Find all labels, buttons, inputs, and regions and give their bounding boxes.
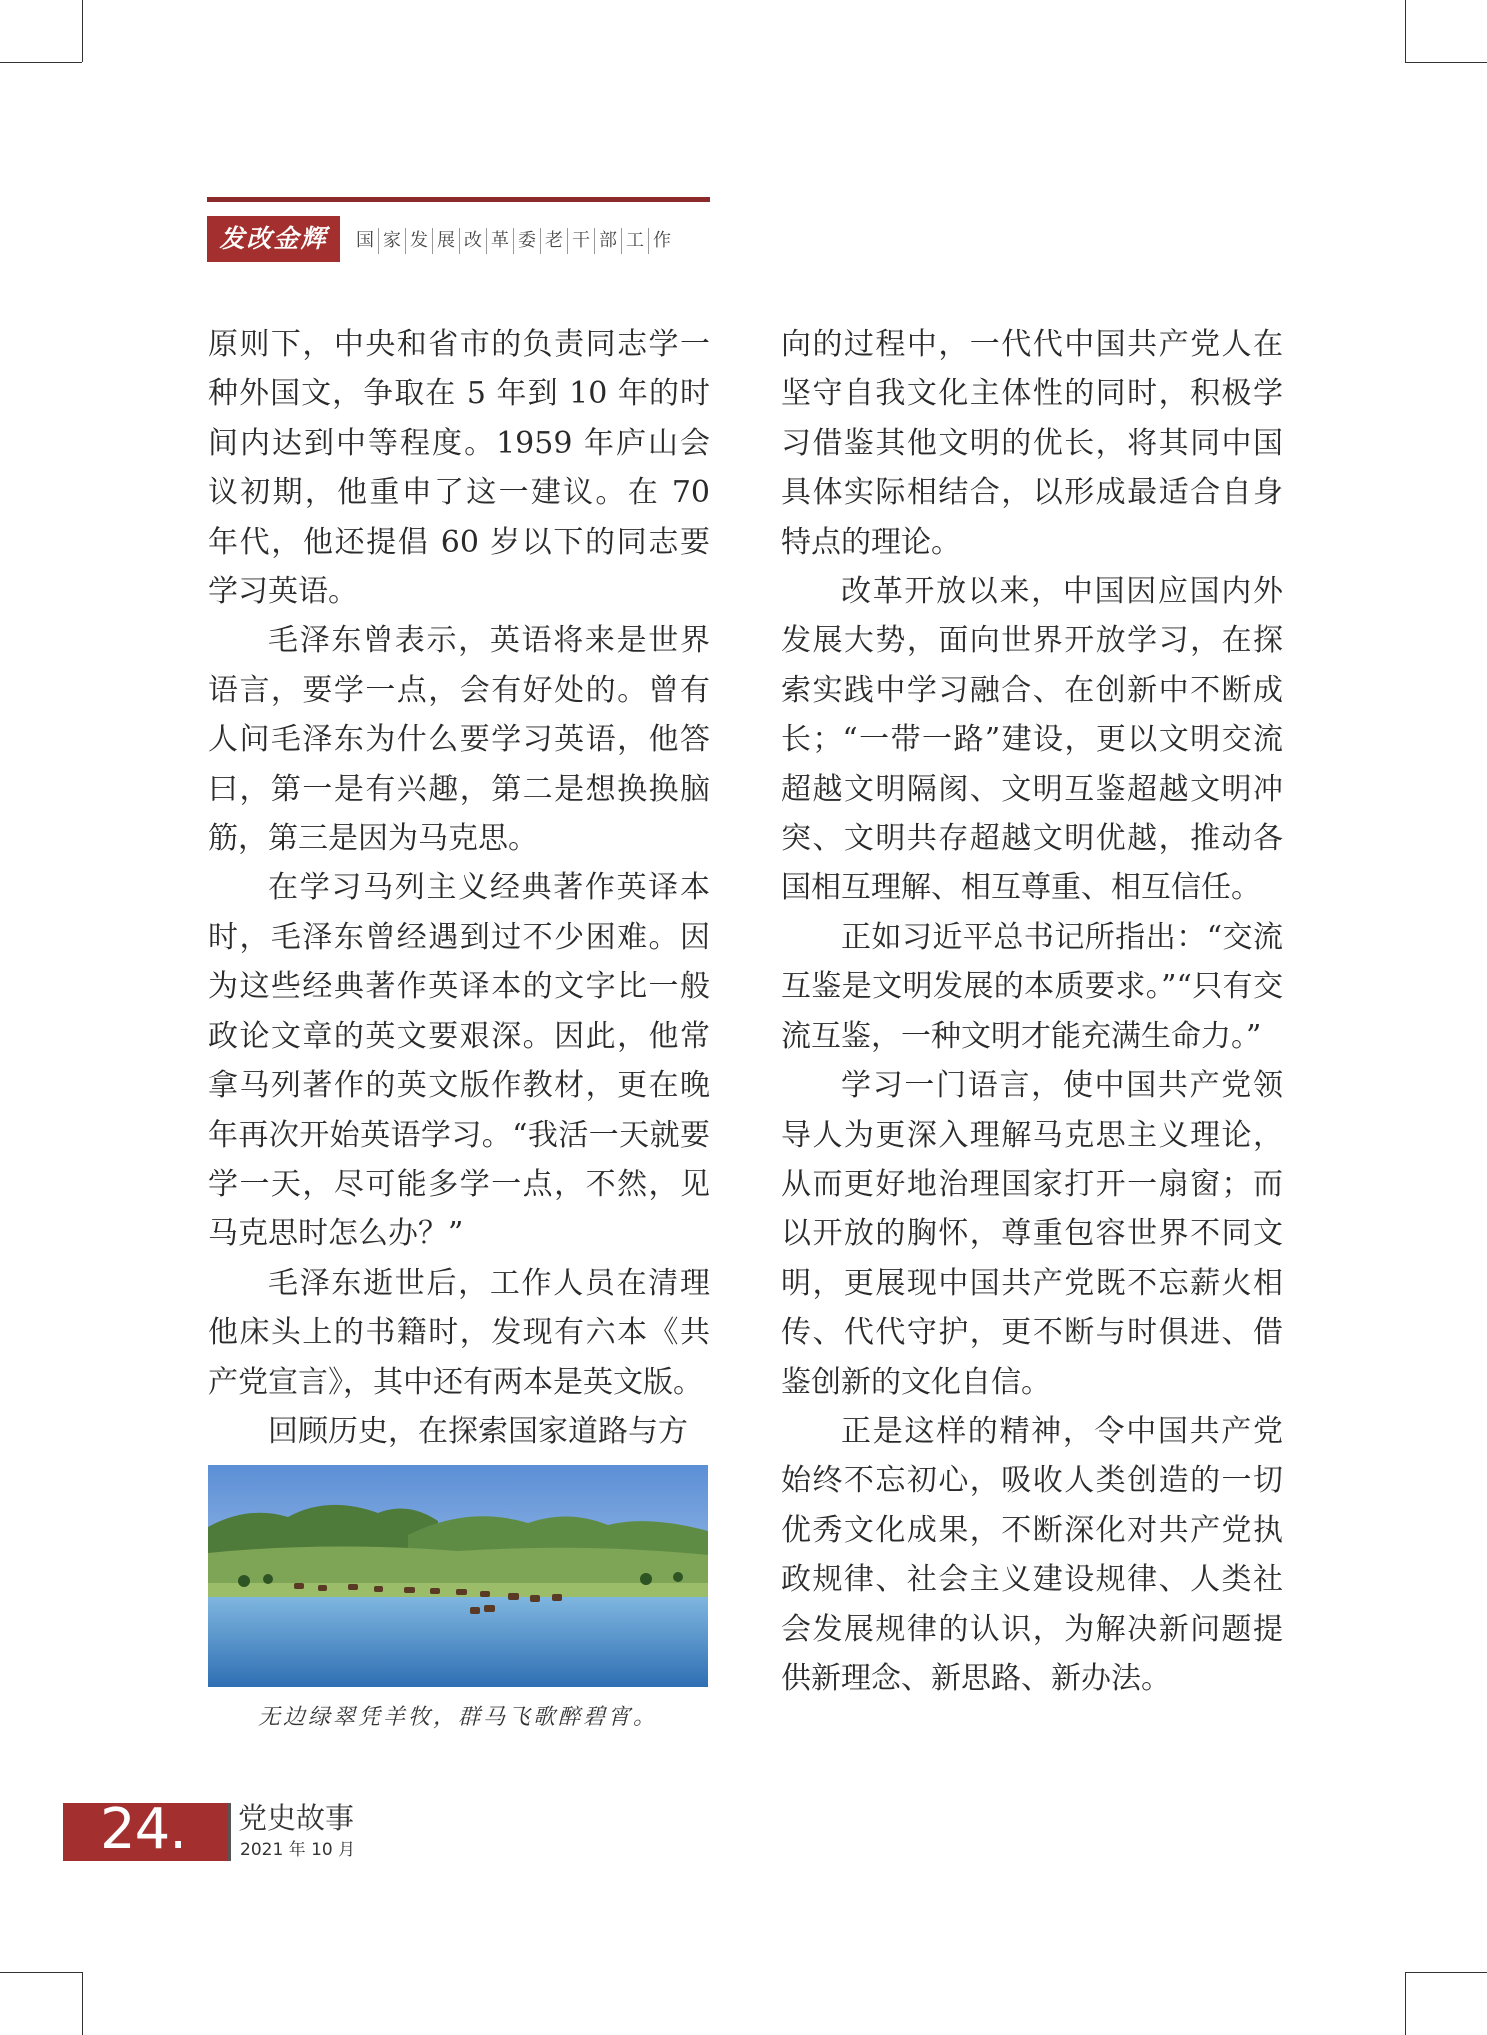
paragraph: 原则下，中央和省市的负责同志学一种外国文，争取在 5 年到 10 年的时间内达到中等程度。1959 年庐山会议初期，他重申了这一建议。在 70 年代，他还提倡 60 岁以下的同志要学习英语。 — [208, 327, 710, 610]
subtitle-char: 革 — [486, 228, 513, 254]
crop-mark — [82, 1972, 83, 2035]
paragraph: 毛泽东曾表示，英语将来是世界语言，要学一点，会有好处的。曾有人问毛泽东为什么要学习英语，他答曰，第一是有兴趣，第二是想换换脑筋，第三是因为马克思。 — [208, 623, 710, 857]
subtitle-char: 作 — [648, 228, 675, 254]
subtitle-char: 国 — [356, 230, 374, 251]
subtitle-char: 家 — [378, 228, 405, 254]
crop-mark — [0, 1972, 82, 1973]
crop-mark — [1405, 0, 1406, 62]
subtitle-char: 展 — [432, 228, 459, 254]
subtitle-char: 工 — [621, 228, 648, 254]
column-badge: 发改金辉 — [207, 216, 340, 262]
grassland-horses-photo — [208, 1465, 708, 1687]
crop-mark — [82, 0, 83, 62]
paragraph: 向的过程中，一代代中国共产党人在坚守自我文化主体性的同时，积极学习借鉴其他文明的优长，将其同中国具体实际相结合，以形成最适合自身特点的理论。 — [781, 327, 1283, 560]
paragraph: 正如习近平总书记所指出：“交流互鉴是文明发展的本质要求。”“只有交流互鉴，一种文明才能充满生命力。” — [781, 919, 1283, 1054]
paragraph: 学习一门语言，使中国共产党领导人为更深入理解马克思主义理论，从而更好地治理国家打开一扇窗；而以开放的胸怀，尊重包容世界不同文明，更展现中国共产党既不忘薪火相传、代代守护，更不断与时俱进、借鉴创新的文化自信。 — [781, 1068, 1283, 1400]
paragraph: 在学习马列主义经典著作英译本时，毛泽东曾经遇到过不少困难。因为这些经典著作英译本的文字比一般政论文章的英文要艰深。因此，他常拿马列著作的英文版作教材，更在晚年再次开始英语学习。“我活一天就要学一天，尽可能多学一点，不然，见马克思时怎么办？” — [208, 870, 710, 1252]
crop-mark — [1405, 1972, 1487, 1973]
right-text-column — [781, 320, 1283, 1703]
subtitle-char: 改 — [459, 228, 486, 254]
landscape-illustration — [208, 1465, 708, 1687]
header-rule — [207, 197, 710, 202]
paragraph: 回顾历史，在探索国家道路与方 — [268, 1413, 688, 1449]
column-subtitle — [352, 228, 675, 254]
crop-mark — [1405, 62, 1487, 63]
subtitle-char: 干 — [567, 228, 594, 254]
footer-divider — [228, 1803, 231, 1861]
paragraph: 毛泽东逝世后，工作人员在清理他床头上的书籍时，发现有六本《共产党宣言》，其中还有两本是英文版。 — [208, 1265, 710, 1400]
subtitle-char: 老 — [540, 228, 567, 254]
page-number: 24. — [100, 1797, 187, 1862]
crop-mark — [0, 62, 82, 63]
magazine-title: 党史故事 — [238, 1801, 355, 1835]
subtitle-char: 发 — [405, 228, 432, 254]
paragraph: 正是这样的精神，令中国共产党始终不忘初心，吸收人类创造的一切优秀文化成果，不断深化对共产党执政规律、社会主义建设规律、人类社会发展规律的认识，为解决新问题提供新理念、新思路、新办法。 — [781, 1413, 1283, 1696]
photo-caption: 无边绿翠凭羊牧，群马飞歌醉碧宵。 — [257, 1705, 658, 1730]
subtitle-char: 部 — [594, 228, 621, 254]
crop-mark — [1405, 1972, 1406, 2035]
subtitle-char: 委 — [513, 228, 540, 254]
issue-date: 2021 年 10 月 — [240, 1840, 356, 1860]
left-text-column — [208, 320, 710, 1456]
paragraph: 改革开放以来，中国因应国内外发展大势，面向世界开放学习，在探索实践中学习融合、在创新中不断成长；“一带一路”建设，更以文明交流超越文明隔阂、文明互鉴超越文明冲突、文明共存超越文明优越，推动各国相互理解、相互尊重、相互信任。 — [781, 574, 1283, 906]
